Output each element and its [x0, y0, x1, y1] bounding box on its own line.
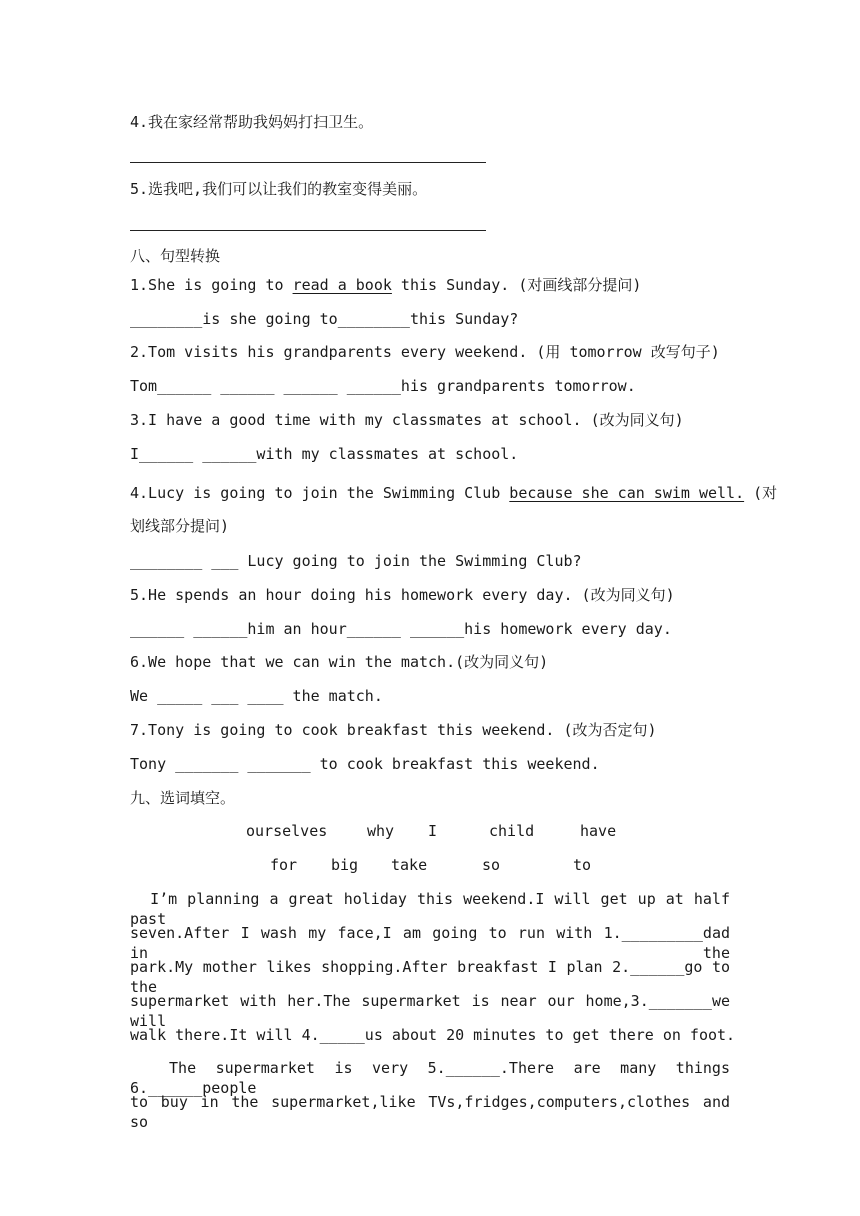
passage-line: park.My mother likes shopping.After breakfast I plan 2.______go to the — [130, 958, 730, 996]
passage-line: The supermarket is very 5.______.There are many things 6.______people — [130, 1059, 740, 1097]
item-7-question: 7.Tony is going to cook breakfast this weekend. (改为否定句) — [130, 721, 657, 739]
item-1-answer: ________is she going to________this Sunday? — [130, 310, 519, 328]
item-6-answer: We _____ ___ ____ the match. — [130, 687, 383, 705]
item-3-question: 3.I have a good time with my classmates at school. (改为同义句) — [130, 411, 684, 429]
passage-line: supermarket with her.The supermarket is near our home,3._______we will — [130, 992, 730, 1030]
translation-item-4: 4.我在家经常帮助我妈妈打扫卫生。 — [130, 113, 374, 131]
item-4-question-cont: 划线部分提问) — [130, 517, 230, 535]
word-bank-word: big — [331, 856, 359, 874]
translation-item-5: 5.选我吧,我们可以让我们的教室变得美丽。 — [130, 180, 428, 198]
item-1-text-post: this Sunday. (对画线部分提问) — [391, 276, 642, 294]
item-5-answer: ______ ______him an hour______ ______his homework every day. — [130, 620, 672, 638]
word-bank-word: child — [489, 822, 535, 840]
word-bank-word: to — [573, 856, 592, 874]
passage-line: seven.After I wash my face,I am going to run with 1._________dad in the — [130, 924, 730, 962]
answer-line-4 — [130, 162, 486, 163]
item-4-text-post: (对 — [744, 484, 778, 502]
word-bank-word: so — [482, 856, 501, 874]
word-bank-word: take — [391, 856, 428, 874]
item-4-text-pre: 4.Lucy is going to join the Swimming Club — [130, 484, 510, 502]
item-4-answer: ________ ___ Lucy going to join the Swimming Club? — [130, 552, 582, 570]
item-1-text-pre: 1.She is going to — [130, 276, 293, 294]
passage-line: walk there.It will 4._____us about 20 minutes to get there on foot. — [130, 1026, 736, 1044]
item-1-question — [130, 275, 641, 295]
word-bank-word: ourselves — [246, 822, 328, 840]
item-5-question: 5.He spends an hour doing his homework every day. (改为同义句) — [130, 586, 675, 604]
passage-line: I’m planning a great holiday this weekend.I will get up at half past — [130, 890, 740, 928]
item-4-question — [130, 483, 777, 503]
answer-line-5 — [130, 230, 486, 231]
item-1-underlined: read a book — [292, 276, 392, 294]
item-7-answer: Tony _______ _______ to cook breakfast this weekend. — [130, 755, 600, 773]
item-3-answer: I______ ______with my classmates at school. — [130, 445, 519, 463]
item-2-question: 2.Tom visits his grandparents every weekend. (用 tomorrow 改写句子) — [130, 343, 720, 361]
word-bank-word: for — [270, 856, 298, 874]
word-bank-word: I — [428, 822, 438, 840]
item-6-question: 6.We hope that we can win the match.(改为同义句) — [130, 653, 549, 671]
section-8-title: 八、句型转换 — [130, 247, 221, 265]
section-9-title: 九、选词填空。 — [130, 789, 236, 807]
item-2-answer: Tom______ ______ ______ ______his grandparents tomorrow. — [130, 377, 636, 395]
word-bank-word: have — [580, 822, 617, 840]
item-4-underlined: because she can swim well. — [509, 484, 745, 502]
word-bank-word: why — [367, 822, 395, 840]
passage-line: to buy in the supermarket,like TVs,fridges,computers,clothes and so — [130, 1093, 730, 1131]
